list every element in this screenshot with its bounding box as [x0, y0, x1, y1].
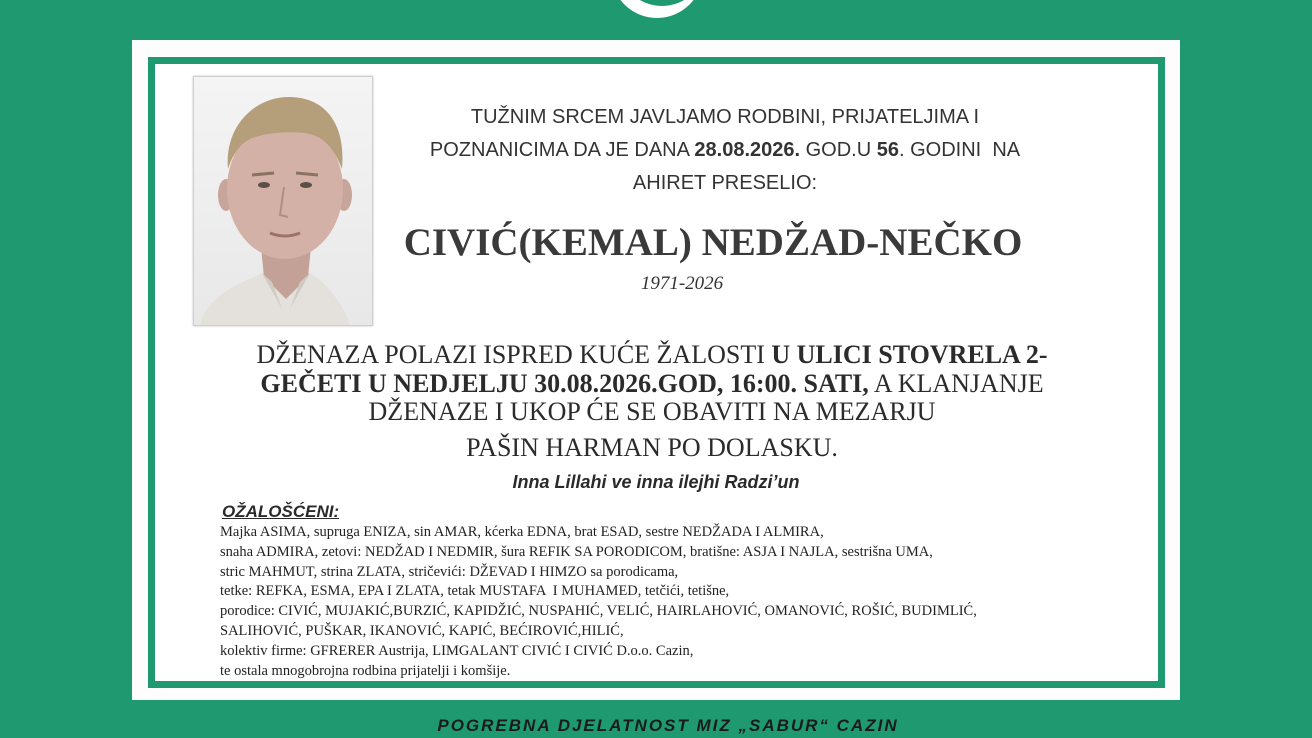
mourners-list — [220, 523, 1120, 681]
mourners-line: snaha ADMIRA, zetovi: NEDŽAD I NEDMIR, šura REFIK SA PORODICOM, bratišne: ASJA I NAJLA, sestrišna UMA, — [220, 543, 933, 560]
mourners-line: te ostala mnogobrojna rodbina prijatelji i komšije. — [220, 662, 511, 679]
mourners-line: porodice: CIVIĆ, MUJAKIĆ,BURZIĆ, KAPIDŽIĆ, NUSPAHIĆ, VELIĆ, HAIRLAHOVIĆ, OMANOVIĆ, ROŠIĆ, BUDIMLIĆ, — [220, 603, 977, 620]
funeral-address: U ULICI STOVRELA 2- — [771, 340, 1048, 369]
mourners-line: Majka ASIMA, supruga ENIZA, sin AMAR, kćerka EDNA, brat ESAD, sestre NEDŽADA I ALMIRA, — [220, 524, 824, 540]
announcement-line-2 — [305, 134, 1145, 167]
age: 56 — [876, 139, 899, 161]
life-years: 1971-2026 — [640, 273, 724, 294]
funeral-text: DŽENAZA POLAZI ISPRED KUĆE ŽALOSTI — [256, 340, 772, 369]
crescent-icon — [600, 0, 710, 22]
mourners-line: tetke: REFKA, ESMA, EPA I ZLATA, tetak MUSTAFA I MUHAMED, tetčići, tetišne, — [220, 583, 730, 600]
announcement-line-3: AHIRET PRESELIO: — [632, 172, 818, 194]
funeral-line-4: PAŠIN HARMAN PO DOLASKU. — [466, 432, 838, 462]
mourners-line: stric MAHMUT, strina ZLATA, stričevići: DŽEVAD I HIMZO sa porodicama, — [220, 563, 679, 580]
announcement-text: POZNANICIMA DA JE DANA — [429, 139, 695, 161]
funeral-text: A KLANJANJE — [868, 368, 1044, 398]
announcement-line-1: TUŽNIM SRCEM JAVLJAMO RODBINI, PRIJATELJIMA I — [470, 106, 980, 128]
funeral-home-footer: POGREBNA DJELATNOST MIZ „SABUR“ CAZIN — [437, 716, 899, 735]
funeral-date-time: GEČETI U NEDJELJU 30.08.2026.GOD, 16:00. SATI, — [260, 368, 869, 398]
announcement-text: GOD.U — [800, 139, 877, 161]
announcement-text: . GODINI NA — [898, 139, 1021, 161]
mourners-line: kolektiv firme: GFRERER Austrija, LIMGALANT CIVIĆ I CIVIĆ D.o.o. Cazin, — [220, 642, 694, 659]
deceased-name: CIVIĆ(KEMAL) NEDŽAD-NEČKO — [403, 221, 1023, 264]
funeral-line-3: DŽENAZE I UKOP ĆE SE OBAVITI NA MEZARJU — [368, 397, 936, 426]
mourners-line: SALIHOVIĆ, PUŠKAR, IKANOVIĆ, KAPIĆ, BEĆIROVIĆ,HILIĆ, — [220, 622, 624, 639]
death-date: 28.08.2026. — [694, 139, 801, 161]
announcement — [305, 101, 1145, 200]
mourners-heading: OŽALOŠĆENI: — [222, 502, 340, 521]
prayer-line: Inna Lillahi ve inna ilejhi Radzi’un — [512, 472, 800, 492]
funeral-line-2 — [182, 370, 1122, 399]
funeral-line-1 — [182, 341, 1122, 370]
funeral-details — [182, 341, 1122, 462]
